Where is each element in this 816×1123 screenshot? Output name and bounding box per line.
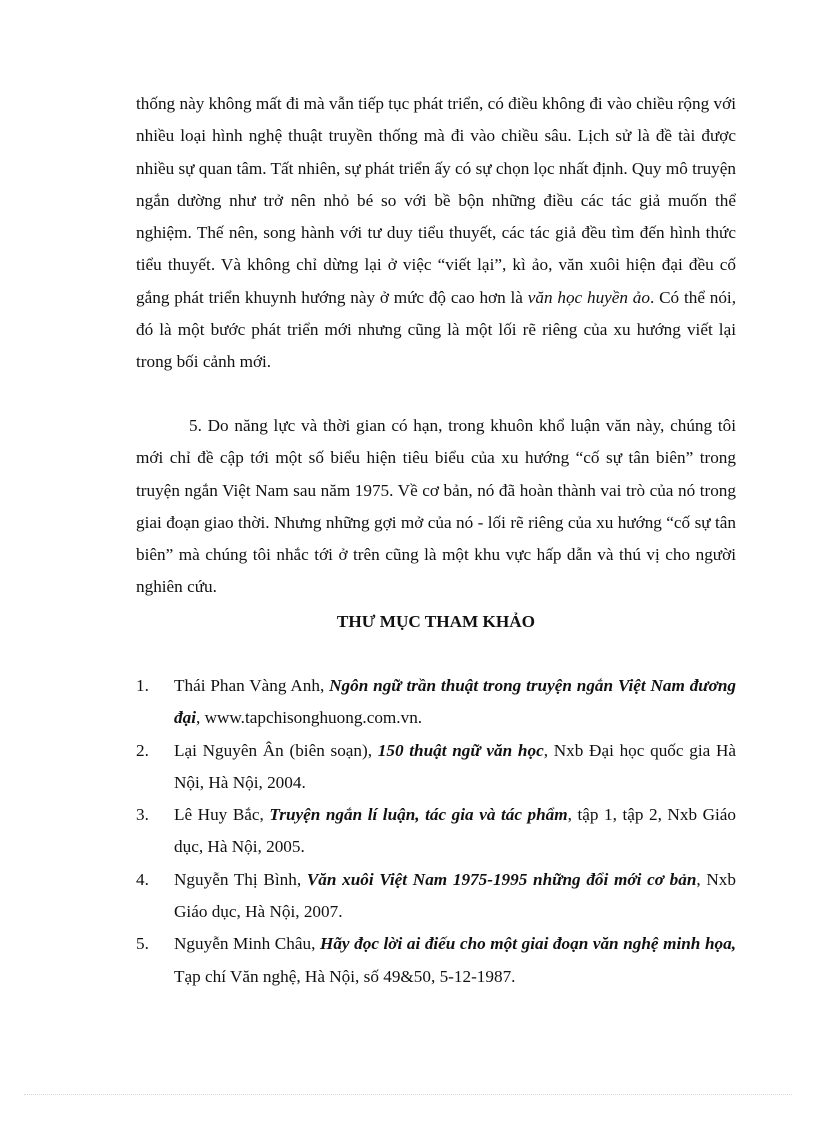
reference-title: Hãy đọc lời ai điếu cho một giai đoạn văn nghệ minh họa,	[319, 934, 736, 954]
reference-list	[136, 670, 736, 993]
body-paragraph-1	[136, 88, 736, 379]
paragraph-1-italic-term: văn học huyền ảo	[527, 287, 650, 307]
reference-item	[136, 928, 736, 993]
reference-number: 4.	[136, 869, 149, 889]
reference-title: Ngôn ngữ trần thuật trong truyện ngắn Việt Nam đương đại	[174, 676, 736, 728]
reference-author: Lê Huy Bắc,	[174, 805, 270, 825]
paragraph-1-text-end: . Có thể nói, đó là một bước phát triển mới nhưng cũng là một lối rẽ riêng của xu hướng viết lại trong bối cảnh mới.	[136, 287, 736, 372]
reference-author: Lại Nguyên Ân (biên soạn),	[174, 740, 378, 760]
reference-number: 3.	[136, 805, 149, 825]
reference-details: , Nxb Đại học quốc gia Hà Nội, Hà Nội, 2004.	[174, 740, 736, 792]
reference-author: Nguyễn Minh Châu,	[174, 934, 320, 954]
page-bottom-divider	[24, 1094, 792, 1095]
reference-title: 150 thuật ngữ văn học	[377, 740, 544, 760]
reference-number: 5.	[136, 934, 149, 954]
reference-item	[136, 735, 736, 800]
paragraph-2-text: 5. Do năng lực và thời gian có hạn, trong khuôn khổ luận văn này, chúng tôi mới chỉ đề cập tới một số biểu hiện tiêu biểu của xu hướng “cố sự tân biên” trong truyện ngắn Việt Nam sau năm 1975. Về cơ bản, nó đã hoàn thành vai trò của nó trong giai đoạn giao thời. Nhưng những gợi mở của nó - lối rẽ riêng của xu hướng “cố sự tân biên” mà chúng tôi nhắc tới ở trên cũng là một khu vực hấp dẫn và thú vị cho người nghiên cứu.	[136, 416, 736, 597]
reference-author: Nguyễn Thị Bình,	[174, 869, 307, 889]
body-paragraph-2	[136, 410, 736, 604]
reference-item	[136, 799, 736, 864]
reference-number: 2.	[136, 740, 149, 760]
reference-details: Tạp chí Văn nghệ, Hà Nội, số 49&50, 5-12-1987.	[174, 966, 516, 986]
reference-item	[136, 864, 736, 929]
reference-item	[136, 670, 736, 735]
reference-details: , Nxb Giáo dục, Hà Nội, 2007.	[174, 869, 736, 922]
reference-number: 1.	[136, 676, 149, 695]
bibliography-heading: THƯ MỤC THAM KHẢO	[336, 612, 536, 631]
reference-title: Truyện ngắn lí luận, tác gia và tác phẩm	[269, 805, 568, 825]
reference-details: , www.tapchisonghuong.com.vn.	[195, 708, 423, 728]
reference-author: Thái Phan Vàng Anh,	[174, 676, 330, 695]
reference-title: Văn xuôi Việt Nam 1975-1995 những đổi mới cơ bản	[306, 869, 697, 889]
paragraph-1-text: thống này không mất đi mà vẫn tiếp tục phát triển, có điều không đi vào chiều rộng với nhiều loại hình nghệ thuật truyền thống mà đi vào chiều sâu. Lịch sử là đề tài được nhiều sự quan tâm. Tất nhiên, sự phát triển ấy có sự chọn lọc nhất định. Quy mô truyện ngắn dường như trở nên nhỏ bé so với bề bộn những điều các tác giả muốn thể nghiệm. Thế nên, song hành với tư duy tiểu thuyết, các tác giả đều tìm đến hình thức tiểu thuyết. Và không chỉ dừng lại ở việc “viết lại”, kì ảo, văn xuôi hiện đại đều cố gắng phát triển khuynh hướng này ở mức độ cao hơn là	[136, 94, 736, 307]
reference-details: , tập 1, tập 2, Nxb Giáo dục, Hà Nội, 2005.	[174, 805, 736, 857]
